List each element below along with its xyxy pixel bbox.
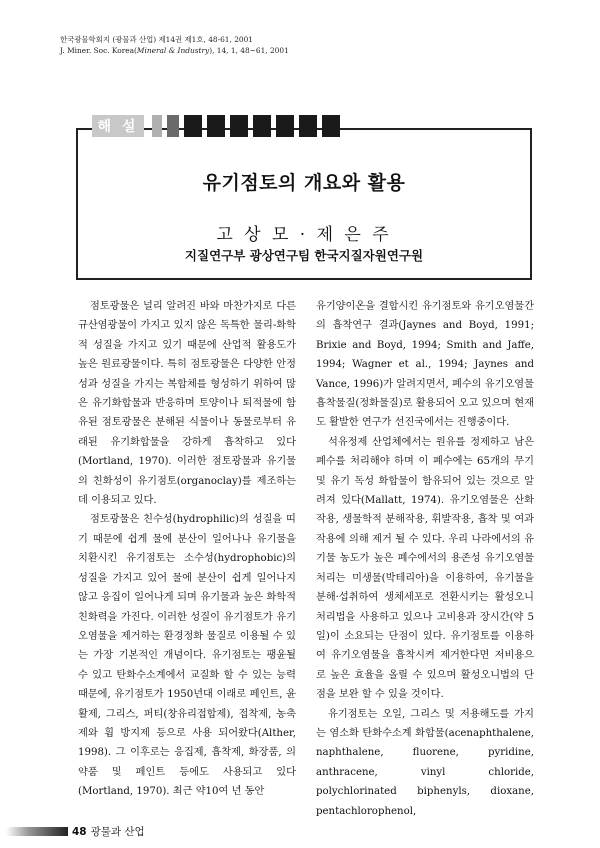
page-footer [0,824,600,838]
banner-block [207,115,225,137]
banner-block [276,115,294,137]
section-label: 해 설 [92,115,144,137]
banner-block [253,115,271,137]
banner-block [152,115,162,137]
paragraph: 점토광물은 친수성(hydrophilic)의 성질을 띠기 때문에 쉽게 물에 분산이 일어나나 유기물을 치환시킨 유기점토는 소수성(hydrophobic)의 성질을 가지고 있어 물에 분산이 쉽게 일어나지 않고 응집이 일어나게 되며 유기물과 높은 화학적 친화력을 가진다. 이러한 성질이 유기점토가 유기오염물을 제거하는 환경정화 물질로 이용될 수 있는 가장 기본적인 개념이다. 유기점토는 팽윤될 수 있고 탄화수소계에서 교질화 할 수 있는 능력 때문에, 유기점토가 1950년대 이래로 페인트, 윤활제, 그리스, 퍼티(창유리접합제), 접착제, 농축제와 휨 방지제 등으로 사용 되어왔다(Alther, 1998). 그 이후로는 응집제, 흡착제, 화장품, 의약품 및 페인트 등에도 사용되고 있다(Mortland, 1970). 최근 약10여 년 동안 [78,514,296,798]
footer-journal-name: 광물과 산업 [90,826,145,838]
journal-header-english [60,45,289,56]
left-column [78,297,296,802]
journal-header-english-italic: Mineral & Industry [136,46,210,55]
banner-block [299,115,317,137]
paragraph: 유기점토는 오일, 그리스 및 저용해도를 가지는 염소화 탄화수소계 화합물(acenaphthalene, naphthalene, fluorene, pyridine, anthracene, vinyl chloride, polychlorinated biphenyls, dioxane, pentachlorophenol, [316,708,534,817]
author-affiliation: 지질연구부 광상연구팀 한국지질자원연구원 [184,248,424,263]
paragraph: 석유정제 산업체에서는 원유를 정제하고 남은 폐수를 처리해야 하며 이 폐수에는 65개의 무기 및 유기 독성 화합물이 함유되어 있는 것으로 알려져 있다(Mallatt, 1974). 유기오염물은 산화작용, 생물학적 분해작용, 휘발작용, 흡착 및 여과작용에 의해 제거 될 수 있다. 우리 나라에서의 유기물 농도가 높은 폐수에서의 용존성 유기오염물 처리는 미생물(박테리아)을 이용하여, 유기물을 분해·섭취하여 생체세포로 전환시키는 활성오니 처리법을 사용하고 있으나 고비용과 장시간(약 5일)이 소요되는 단점이 있다. 유기점토를 이용하여 유기오염물을 흡착시켜 제거한다면 저비용으로 높은 효율을 올릴 수 있으며 활성오니법의 단점을 보완 할 수 있을 것이다. [316,436,534,701]
right-column [316,297,534,821]
footer-text [72,824,145,839]
journal-header-korean: 한국광물학회지 (광물과 산업) 제14권 제1호, 48-61, 2001 [60,35,254,44]
journal-header-english-suffix: ), 14, 1, 48~61, 2001 [209,46,289,55]
journal-header-english-prefix: J. Miner. Soc. Korea( [60,46,137,55]
banner-block [322,115,340,137]
article-title: 유기점토의 개요와 활용 [202,172,406,194]
article-authors: 고 상 모 · 제 은 주 [216,225,392,245]
banner-block [167,115,179,137]
title-box [76,128,532,280]
footer-gradient-bar [6,827,68,836]
paragraph: 유기양이온을 결합시킨 유기점토와 유기오염물간의 흡착연구 결과(Jaynes and Boyd, 1991; Brixie and Boyd, 1994; Smith and Jaffe, 1994; Wagner et al., 1994; Jaynes and Vance, 1996)가 알려지면서, 폐수의 유기오염물 흡착물질(정화물질)로 활용되어 오고 있으며 현재도 활발한 연구가 선진국에서는 진행중이다. [316,301,534,429]
page-number: 48 [72,826,87,838]
journal-header [60,34,289,56]
banner-block [230,115,248,137]
section-banner [92,115,340,137]
paragraph: 점토광물은 널리 알려진 바와 마찬가지로 다른 규산염광물이 가지고 있지 않은 독특한 물리-화학적 성질을 가지고 있기 때문에 산업적 활용도가 높은 원료광물이다. 특히 점토광물은 다양한 안정성과 성질을 가지는 복합체를 형성하기 위하여 많은 유기화합물과 반응하며 토양이나 퇴적물에 함유된 점토광물은 분해된 식물이나 동물로부터 유래된 유기화합물을 강하게 흡착하고 있다(Mortland, 1970). 이러한 점토광물과 유기물의 친화성이 유기점토(organoclay)를 제조하는데 이용되고 있다. [78,301,296,507]
banner-block [184,115,202,137]
